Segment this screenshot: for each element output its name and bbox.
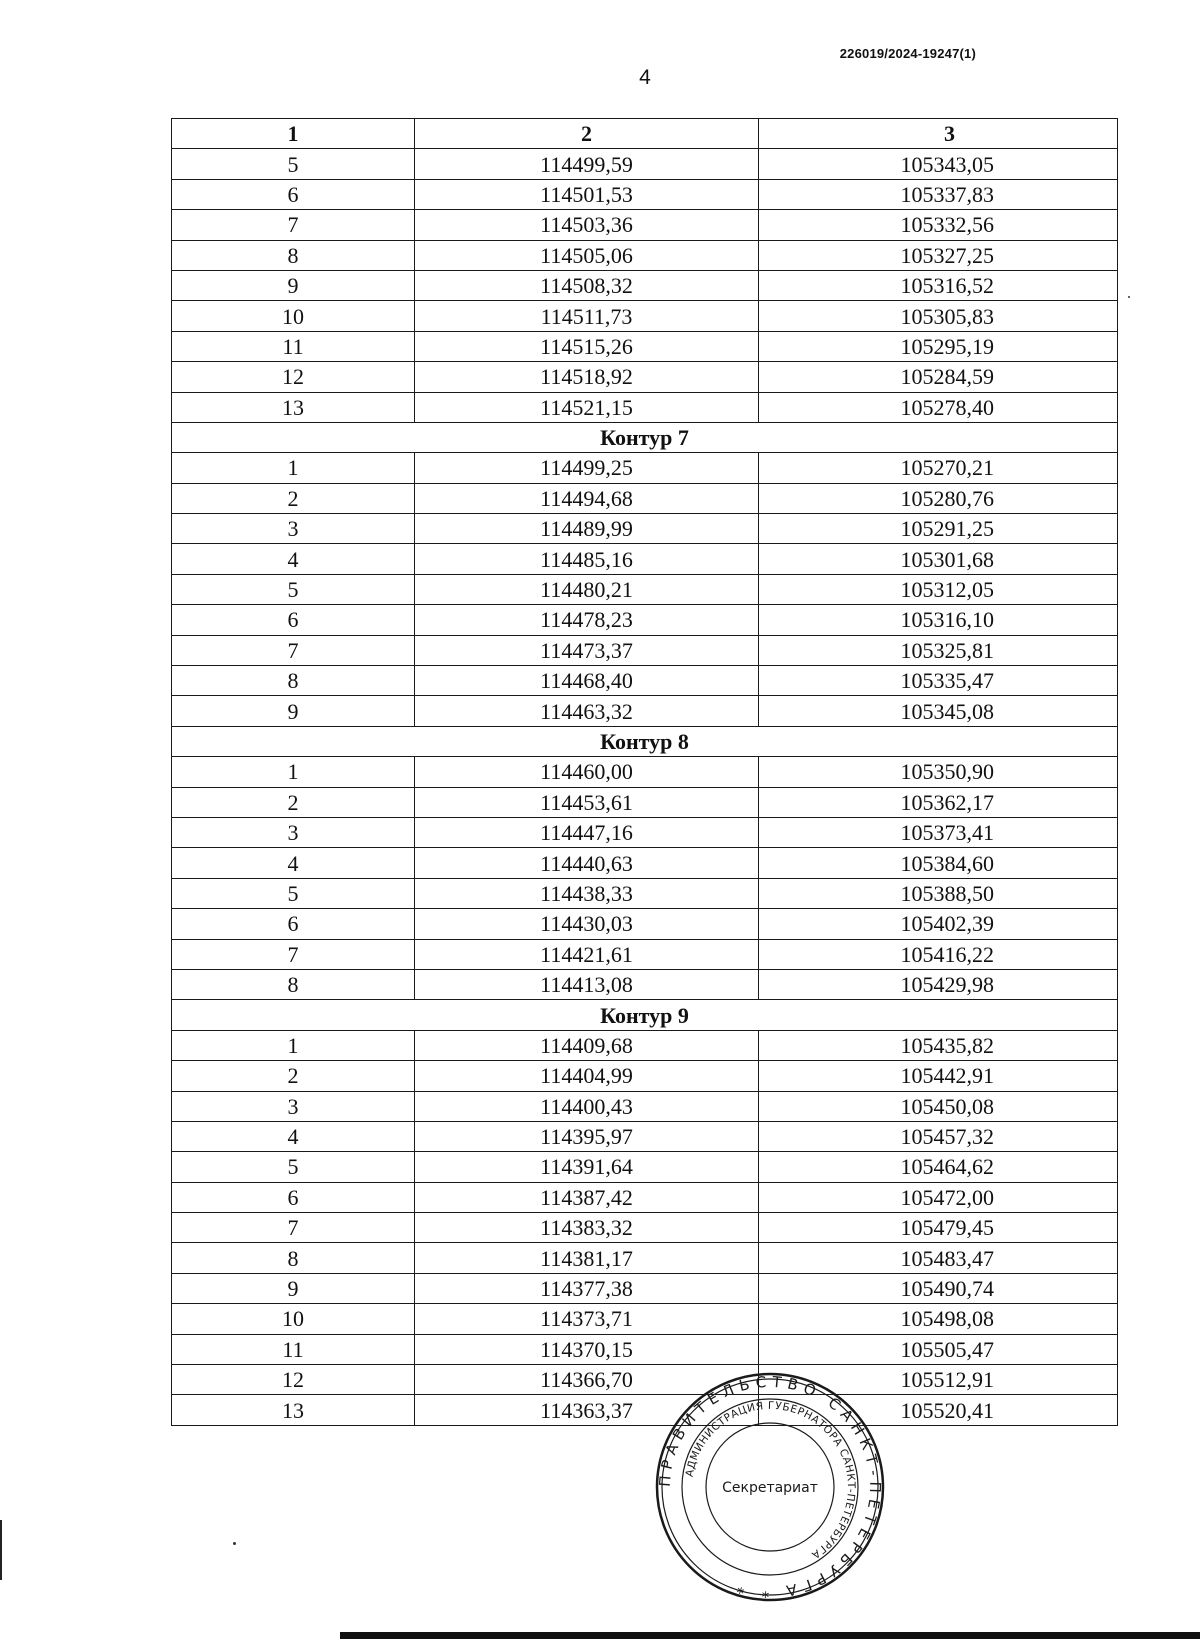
y-coordinate-cell: 105512,91 bbox=[759, 1365, 1118, 1395]
point-number-cell: 4 bbox=[172, 848, 415, 878]
table-row bbox=[172, 666, 1118, 696]
table-row bbox=[172, 757, 1118, 787]
y-coordinate-cell: 105284,59 bbox=[759, 362, 1118, 392]
table-row bbox=[172, 1243, 1118, 1273]
y-coordinate-cell: 105402,39 bbox=[759, 909, 1118, 939]
x-coordinate-cell: 114363,37 bbox=[415, 1395, 759, 1425]
table-row bbox=[172, 179, 1118, 209]
y-coordinate-cell: 105345,08 bbox=[759, 696, 1118, 726]
point-number-cell: 8 bbox=[172, 1243, 415, 1273]
coordinates-table bbox=[171, 118, 1118, 1426]
point-number-cell: 10 bbox=[172, 1304, 415, 1334]
x-coordinate-cell: 114468,40 bbox=[415, 666, 759, 696]
y-coordinate-cell: 105325,81 bbox=[759, 635, 1118, 665]
y-coordinate-cell: 105295,19 bbox=[759, 331, 1118, 361]
y-coordinate-cell: 105435,82 bbox=[759, 1030, 1118, 1060]
table-row bbox=[172, 149, 1118, 179]
table-row bbox=[172, 878, 1118, 908]
table-row bbox=[172, 483, 1118, 513]
point-number-cell: 12 bbox=[172, 1365, 415, 1395]
y-coordinate-cell: 105388,50 bbox=[759, 878, 1118, 908]
table-row bbox=[172, 392, 1118, 422]
x-coordinate-cell: 114503,36 bbox=[415, 210, 759, 240]
x-coordinate-cell: 114387,42 bbox=[415, 1182, 759, 1212]
y-coordinate-cell: 105457,32 bbox=[759, 1121, 1118, 1151]
y-coordinate-cell: 105278,40 bbox=[759, 392, 1118, 422]
y-coordinate-cell: 105479,45 bbox=[759, 1213, 1118, 1243]
x-coordinate-cell: 114377,38 bbox=[415, 1273, 759, 1303]
point-number-cell: 8 bbox=[172, 666, 415, 696]
point-number-cell: 6 bbox=[172, 179, 415, 209]
table-row bbox=[172, 1213, 1118, 1243]
point-number-cell: 3 bbox=[172, 514, 415, 544]
contour-title: Контур 7 bbox=[172, 422, 1118, 452]
y-coordinate-cell: 105332,56 bbox=[759, 210, 1118, 240]
y-coordinate-cell: 105498,08 bbox=[759, 1304, 1118, 1334]
stamp-center-text: Секретариат bbox=[722, 1480, 818, 1496]
x-coordinate-cell: 114400,43 bbox=[415, 1091, 759, 1121]
table-row bbox=[172, 1334, 1118, 1364]
point-number-cell: 1 bbox=[172, 757, 415, 787]
y-coordinate-cell: 105291,25 bbox=[759, 514, 1118, 544]
x-coordinate-cell: 114370,15 bbox=[415, 1334, 759, 1364]
table-row bbox=[172, 1365, 1118, 1395]
table-row bbox=[172, 969, 1118, 999]
x-coordinate-cell: 114478,23 bbox=[415, 605, 759, 635]
header-col-1: 1 bbox=[172, 119, 415, 149]
y-coordinate-cell: 105337,83 bbox=[759, 179, 1118, 209]
table-row bbox=[172, 574, 1118, 604]
x-coordinate-cell: 114501,53 bbox=[415, 179, 759, 209]
table-row bbox=[172, 848, 1118, 878]
point-number-cell: 8 bbox=[172, 240, 415, 270]
y-coordinate-cell: 105429,98 bbox=[759, 969, 1118, 999]
point-number-cell: 2 bbox=[172, 787, 415, 817]
table-row bbox=[172, 1304, 1118, 1334]
x-coordinate-cell: 114505,06 bbox=[415, 240, 759, 270]
scan-speck bbox=[1128, 296, 1130, 298]
x-coordinate-cell: 114391,64 bbox=[415, 1152, 759, 1182]
table-row bbox=[172, 635, 1118, 665]
x-coordinate-cell: 114404,99 bbox=[415, 1061, 759, 1091]
table-row bbox=[172, 301, 1118, 331]
point-number-cell: 5 bbox=[172, 1152, 415, 1182]
contour-header-row bbox=[172, 422, 1118, 452]
x-coordinate-cell: 114453,61 bbox=[415, 787, 759, 817]
x-coordinate-cell: 114395,97 bbox=[415, 1121, 759, 1151]
contour-header-row bbox=[172, 726, 1118, 756]
x-coordinate-cell: 114409,68 bbox=[415, 1030, 759, 1060]
point-number-cell: 2 bbox=[172, 483, 415, 513]
table-row bbox=[172, 696, 1118, 726]
x-coordinate-cell: 114463,32 bbox=[415, 696, 759, 726]
table-row bbox=[172, 1121, 1118, 1151]
point-number-cell: 12 bbox=[172, 362, 415, 392]
scan-speck bbox=[233, 1542, 236, 1545]
y-coordinate-cell: 105301,68 bbox=[759, 544, 1118, 574]
table-row bbox=[172, 514, 1118, 544]
point-number-cell: 9 bbox=[172, 1273, 415, 1303]
x-coordinate-cell: 114511,73 bbox=[415, 301, 759, 331]
x-coordinate-cell: 114440,63 bbox=[415, 848, 759, 878]
point-number-cell: 1 bbox=[172, 453, 415, 483]
header-col-3: 3 bbox=[759, 119, 1118, 149]
page-number: 4 bbox=[639, 66, 651, 89]
contour-title: Контур 9 bbox=[172, 1000, 1118, 1030]
point-number-cell: 13 bbox=[172, 392, 415, 422]
header-col-2: 2 bbox=[415, 119, 759, 149]
contour-header-row bbox=[172, 1000, 1118, 1030]
x-coordinate-cell: 114489,99 bbox=[415, 514, 759, 544]
y-coordinate-cell: 105442,91 bbox=[759, 1061, 1118, 1091]
table-row bbox=[172, 1091, 1118, 1121]
y-coordinate-cell: 105520,41 bbox=[759, 1395, 1118, 1425]
point-number-cell: 5 bbox=[172, 149, 415, 179]
official-seal-stamp bbox=[654, 1371, 886, 1603]
y-coordinate-cell: 105280,76 bbox=[759, 483, 1118, 513]
x-coordinate-cell: 114494,68 bbox=[415, 483, 759, 513]
x-coordinate-cell: 114480,21 bbox=[415, 574, 759, 604]
point-number-cell: 4 bbox=[172, 544, 415, 574]
table-row bbox=[172, 1273, 1118, 1303]
table-row bbox=[172, 331, 1118, 361]
y-coordinate-cell: 105472,00 bbox=[759, 1182, 1118, 1212]
document-id: 226019/2024-19247(1) bbox=[839, 46, 976, 61]
y-coordinate-cell: 105505,47 bbox=[759, 1334, 1118, 1364]
table-header-row bbox=[172, 119, 1118, 149]
x-coordinate-cell: 114447,16 bbox=[415, 817, 759, 847]
point-number-cell: 7 bbox=[172, 210, 415, 240]
point-number-cell: 4 bbox=[172, 1121, 415, 1151]
y-coordinate-cell: 105305,83 bbox=[759, 301, 1118, 331]
table-row bbox=[172, 1395, 1118, 1425]
y-coordinate-cell: 105316,52 bbox=[759, 270, 1118, 300]
table-row bbox=[172, 1030, 1118, 1060]
point-number-cell: 3 bbox=[172, 817, 415, 847]
table-row bbox=[172, 240, 1118, 270]
x-coordinate-cell: 114521,15 bbox=[415, 392, 759, 422]
y-coordinate-cell: 105327,25 bbox=[759, 240, 1118, 270]
point-number-cell: 1 bbox=[172, 1030, 415, 1060]
x-coordinate-cell: 114366,70 bbox=[415, 1365, 759, 1395]
y-coordinate-cell: 105416,22 bbox=[759, 939, 1118, 969]
point-number-cell: 7 bbox=[172, 939, 415, 969]
point-number-cell: 7 bbox=[172, 1213, 415, 1243]
y-coordinate-cell: 105270,21 bbox=[759, 453, 1118, 483]
y-coordinate-cell: 105362,17 bbox=[759, 787, 1118, 817]
y-coordinate-cell: 105312,05 bbox=[759, 574, 1118, 604]
table-row bbox=[172, 210, 1118, 240]
scan-bottom-edge bbox=[340, 1632, 1200, 1639]
y-coordinate-cell: 105483,47 bbox=[759, 1243, 1118, 1273]
point-number-cell: 10 bbox=[172, 301, 415, 331]
y-coordinate-cell: 105316,10 bbox=[759, 605, 1118, 635]
stamp-outer-text: ПРАВИТЕЛЬСТВО САНКТ-ПЕТЕРБУРГА * * bbox=[655, 1372, 885, 1602]
x-coordinate-cell: 114421,61 bbox=[415, 939, 759, 969]
y-coordinate-cell: 105373,41 bbox=[759, 817, 1118, 847]
contour-title: Контур 8 bbox=[172, 726, 1118, 756]
x-coordinate-cell: 114383,32 bbox=[415, 1213, 759, 1243]
x-coordinate-cell: 114518,92 bbox=[415, 362, 759, 392]
table-row bbox=[172, 453, 1118, 483]
table-row bbox=[172, 1182, 1118, 1212]
y-coordinate-cell: 105350,90 bbox=[759, 757, 1118, 787]
point-number-cell: 13 bbox=[172, 1395, 415, 1425]
y-coordinate-cell: 105490,74 bbox=[759, 1273, 1118, 1303]
table-row bbox=[172, 939, 1118, 969]
y-coordinate-cell: 105335,47 bbox=[759, 666, 1118, 696]
point-number-cell: 6 bbox=[172, 1182, 415, 1212]
y-coordinate-cell: 105343,05 bbox=[759, 149, 1118, 179]
table-row bbox=[172, 362, 1118, 392]
table-row bbox=[172, 605, 1118, 635]
x-coordinate-cell: 114373,71 bbox=[415, 1304, 759, 1334]
x-coordinate-cell: 114499,25 bbox=[415, 453, 759, 483]
point-number-cell: 2 bbox=[172, 1061, 415, 1091]
table-row bbox=[172, 544, 1118, 574]
table-body bbox=[172, 119, 1118, 1426]
point-number-cell: 6 bbox=[172, 605, 415, 635]
x-coordinate-cell: 114508,32 bbox=[415, 270, 759, 300]
point-number-cell: 11 bbox=[172, 1334, 415, 1364]
x-coordinate-cell: 114473,37 bbox=[415, 635, 759, 665]
point-number-cell: 3 bbox=[172, 1091, 415, 1121]
point-number-cell: 9 bbox=[172, 696, 415, 726]
table-row bbox=[172, 270, 1118, 300]
table-row bbox=[172, 1061, 1118, 1091]
table-row bbox=[172, 909, 1118, 939]
y-coordinate-cell: 105384,60 bbox=[759, 848, 1118, 878]
scan-edge-mark bbox=[0, 1520, 2, 1580]
point-number-cell: 5 bbox=[172, 574, 415, 604]
x-coordinate-cell: 114430,03 bbox=[415, 909, 759, 939]
x-coordinate-cell: 114413,08 bbox=[415, 969, 759, 999]
table-row bbox=[172, 1152, 1118, 1182]
x-coordinate-cell: 114485,16 bbox=[415, 544, 759, 574]
table-row bbox=[172, 817, 1118, 847]
y-coordinate-cell: 105464,62 bbox=[759, 1152, 1118, 1182]
y-coordinate-cell: 105450,08 bbox=[759, 1091, 1118, 1121]
stamp-inner-text: АДМИНИСТРАЦИЯ ГУБЕРНАТОРА САНКТ-ПЕТЕРБУРГА bbox=[683, 1399, 858, 1562]
point-number-cell: 7 bbox=[172, 635, 415, 665]
x-coordinate-cell: 114515,26 bbox=[415, 331, 759, 361]
x-coordinate-cell: 114460,00 bbox=[415, 757, 759, 787]
x-coordinate-cell: 114499,59 bbox=[415, 149, 759, 179]
point-number-cell: 6 bbox=[172, 909, 415, 939]
point-number-cell: 11 bbox=[172, 331, 415, 361]
x-coordinate-cell: 114381,17 bbox=[415, 1243, 759, 1273]
point-number-cell: 9 bbox=[172, 270, 415, 300]
x-coordinate-cell: 114438,33 bbox=[415, 878, 759, 908]
point-number-cell: 5 bbox=[172, 878, 415, 908]
point-number-cell: 8 bbox=[172, 969, 415, 999]
table-row bbox=[172, 787, 1118, 817]
